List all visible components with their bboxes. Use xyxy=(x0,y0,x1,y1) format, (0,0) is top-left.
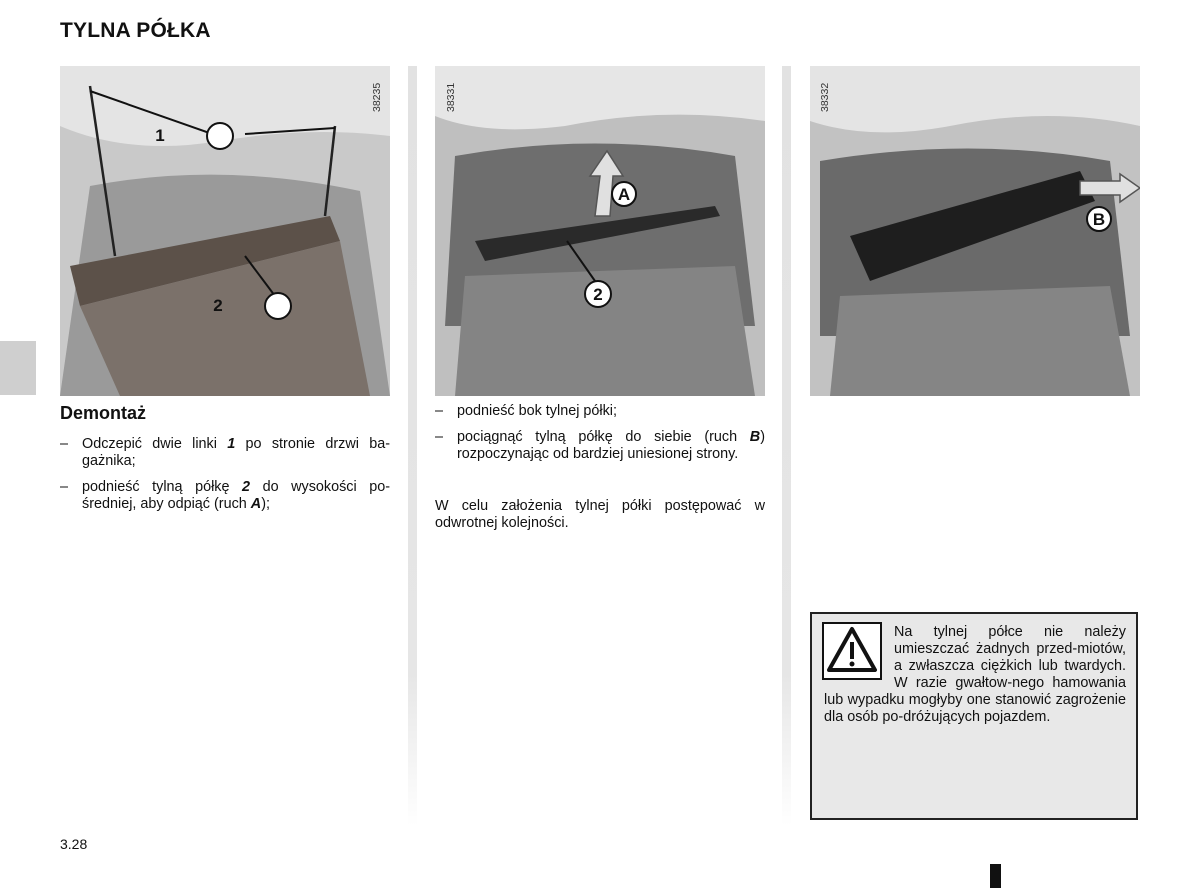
callout-2-fig2: 2 xyxy=(593,285,603,304)
chapter-tab xyxy=(0,341,36,395)
figure-ref-code: 38332 xyxy=(819,82,831,112)
section-heading: Demontaż xyxy=(60,403,147,423)
steps-list-col2 xyxy=(435,403,765,472)
steps-list-col1 xyxy=(60,436,390,522)
warning-text-block xyxy=(824,624,1126,726)
callout-a: A xyxy=(617,185,631,204)
edge-marker xyxy=(990,864,1001,888)
callout-1-left: 1 xyxy=(155,126,165,145)
callout-b: B xyxy=(1092,210,1106,229)
list-item: – podnieść tylną półkę 2 do wysokości po-średniej, aby odpiąć (ruch A); xyxy=(60,479,391,512)
callout-2: 2 xyxy=(213,296,223,315)
figure-shelf-cables xyxy=(60,66,390,396)
column-divider-2 xyxy=(782,66,791,826)
figure-lift-shelf xyxy=(435,66,765,396)
reassembly-note: W celu założenia tylnej półki postępować w odwrotnej kolejności. xyxy=(435,498,765,531)
warning-box xyxy=(810,612,1138,820)
page-title: TYLNA PÓŁKA xyxy=(60,19,211,42)
list-item: – pociągnąć tylną półkę do siebie (ruch B) rozpoczynając od bardziej uniesionej strony. xyxy=(435,429,765,462)
list-item: – Odczepić dwie linki 1 po stronie drzwi ba-gażnika; xyxy=(60,436,390,469)
list-item: – podnieść bok tylnej półki; xyxy=(435,403,617,419)
figure-ref-code: 38235 xyxy=(371,82,383,112)
column-divider-1 xyxy=(408,66,417,826)
figure-ref-code: 38331 xyxy=(445,82,457,112)
figure-pull-shelf xyxy=(810,66,1140,396)
warning-text: Na tylnej półce nie należy umieszczać żadnych przed-miotów, a zwłaszcza ciężkich lub twardych. W razie gwałtow-nego hamowania lub wypadku mogłyby one stanowić zagrożenie dla osób po-dróżujących pojazdem. xyxy=(824,624,1126,725)
page-number: 3.28 xyxy=(60,836,88,852)
